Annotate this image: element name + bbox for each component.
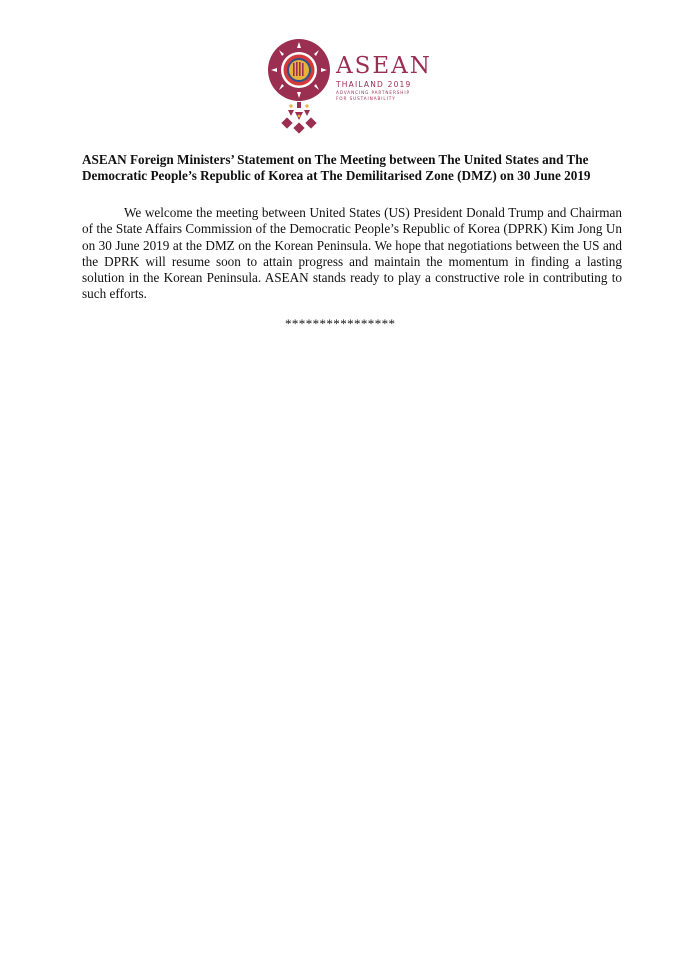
logo-tagline-line2: FOR SUSTAINABILITY <box>336 95 396 101</box>
logo-title: ASEAN <box>336 53 432 79</box>
asean-thailand-2019-logo <box>264 36 434 136</box>
logo-wordmark <box>336 54 434 101</box>
statement-body: We welcome the meeting between United States (US) President Donald Trump and Chairman of the State Affairs Commission of the Democratic People’s Republic of Korea (DPRK) Kim Jong Un on 30 June 2019 at the DMZ on the Korean Peninsula. We hope that negotiations between the US and the DPRK will resume soon to attain progress and maintain the momentum in finding a lasting solution in the Korean Peninsula. ASEAN stands ready to play a constructive role in contributing to such efforts. <box>82 205 622 302</box>
end-separator: **************** <box>285 316 396 331</box>
statement-title: ASEAN Foreign Ministers’ Statement on The Meeting between The United States and The Democratic People’s Republic of Korea at The Demilitarised Zone (DMZ) on 30 June 2019 <box>82 152 591 183</box>
logo-subtitle: THAILAND 2019 <box>336 80 412 89</box>
logo-tagline-line1: ADVANCING PARTNERSHIP <box>336 90 410 95</box>
asean-emblem-icon <box>264 36 334 136</box>
